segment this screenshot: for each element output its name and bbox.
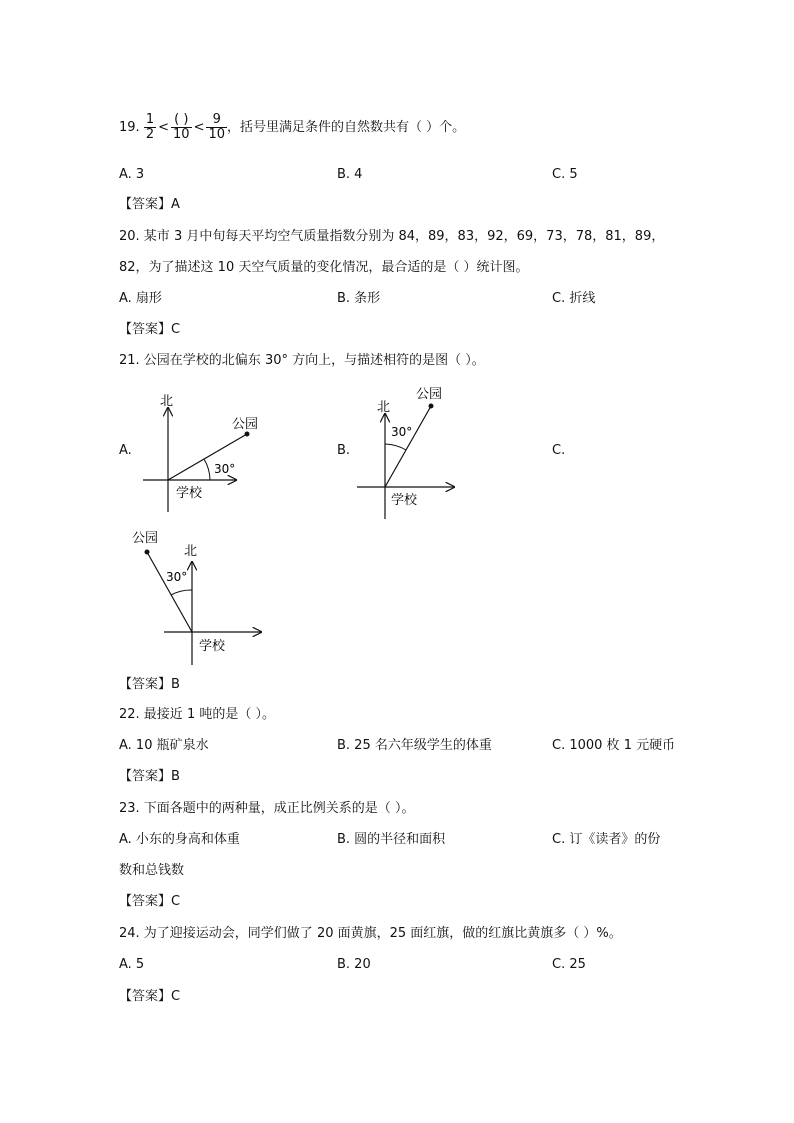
diagram-a xyxy=(138,388,259,513)
q23-option-c: C. 订《读者》的份 xyxy=(552,832,661,847)
diagram-c xyxy=(128,528,268,668)
q21-answer: 【答案】B xyxy=(119,677,180,692)
q21-option-a-label: A. xyxy=(119,443,132,458)
q19-text: ，括号里满足条件的自然数共有（ ）个。 xyxy=(227,120,466,135)
less-than-sign: < xyxy=(158,119,170,135)
q20-answer: 【答案】C xyxy=(119,322,181,337)
q21-stem: 21. 公园在学校的北偏东 30° 方向上，与描述相符的是图（ ）。 xyxy=(119,353,485,368)
q22-option-b: B. 25 名六年级学生的体重 xyxy=(337,738,492,753)
angle-label: 30° xyxy=(391,425,413,439)
q24-option-c: C. 25 xyxy=(552,957,586,972)
school-label: 学校 xyxy=(176,486,203,501)
q23-option-c-continued: 数和总钱数 xyxy=(119,863,185,878)
direction-line xyxy=(385,406,431,487)
q21-option-b-label: B. xyxy=(337,443,351,458)
q20-stem-line2: 82，为了描述这 10 天空气质量的变化情况，最合适的是（ ）统计图。 xyxy=(119,260,529,275)
angle-label: 30° xyxy=(214,462,236,476)
park-label: 公园 xyxy=(132,531,159,546)
north-label: 北 xyxy=(377,400,391,415)
diagram-b xyxy=(355,384,460,522)
park-label: 公园 xyxy=(232,417,259,432)
q20-option-c: C. 折线 xyxy=(552,291,596,306)
q19-stem xyxy=(119,113,465,142)
park-label: 公园 xyxy=(416,387,443,402)
q19-number: 19. xyxy=(119,120,140,135)
park-point xyxy=(245,432,250,437)
q22-stem: 22. 最接近 1 吨的是（ ）。 xyxy=(119,707,275,722)
q19-answer: 【答案】A xyxy=(119,197,180,212)
q21-option-c-label: C. xyxy=(552,443,566,458)
q24-option-b: B. 20 xyxy=(337,957,371,972)
angle-label: 30° xyxy=(166,570,188,584)
q22-answer: 【答案】B xyxy=(119,769,180,784)
q19-option-c: C. 5 xyxy=(552,167,578,182)
angle-arc xyxy=(171,590,192,595)
q24-answer: 【答案】C xyxy=(119,989,181,1004)
angle-arc xyxy=(385,444,406,450)
q22-option-c: C. 1000 枚 1 元硬币 xyxy=(552,738,676,753)
angle-arc xyxy=(204,459,210,480)
q20-stem-line1: 20. 某市 3 月中旬每天平均空气质量指数分别为 84，89，83，92，69，73，78，81，89， xyxy=(119,229,665,244)
q23-option-a: A. 小东的身高和体重 xyxy=(119,832,240,847)
q24-option-a: A. 5 xyxy=(119,957,145,972)
q20-option-b: B. 条形 xyxy=(337,291,381,306)
direction-line xyxy=(147,552,192,632)
q19-option-b: B. 4 xyxy=(337,167,363,182)
fraction-one-half: $\frac{1}{2}$ xyxy=(145,112,155,142)
q24-stem: 24. 为了迎接运动会，同学们做了 20 面黄旗，25 面红旗，做的红旗比黄旗多（ ）%。 xyxy=(119,926,622,941)
north-label: 北 xyxy=(184,544,198,559)
q20-option-a: A. 扇形 xyxy=(119,291,162,306)
less-than-sign: < xyxy=(193,119,205,135)
q22-option-a: A. 10 瓶矿泉水 xyxy=(119,738,209,753)
fraction-blank-over-ten: $\frac{( )}{10}$ xyxy=(173,112,190,142)
q23-option-b: B. 圆的半径和面积 xyxy=(337,832,446,847)
q23-answer: 【答案】C xyxy=(119,894,181,909)
park-point xyxy=(145,550,150,555)
q19-option-a: A. 3 xyxy=(119,167,145,182)
park-point xyxy=(429,404,434,409)
north-label: 北 xyxy=(160,394,174,409)
q23-stem: 23. 下面各题中的两种量，成正比例关系的是（ ）。 xyxy=(119,801,415,816)
fraction-nine-tenths: $\frac{9}{10}$ xyxy=(208,112,226,142)
school-label: 学校 xyxy=(199,639,226,654)
school-label: 学校 xyxy=(391,493,418,508)
